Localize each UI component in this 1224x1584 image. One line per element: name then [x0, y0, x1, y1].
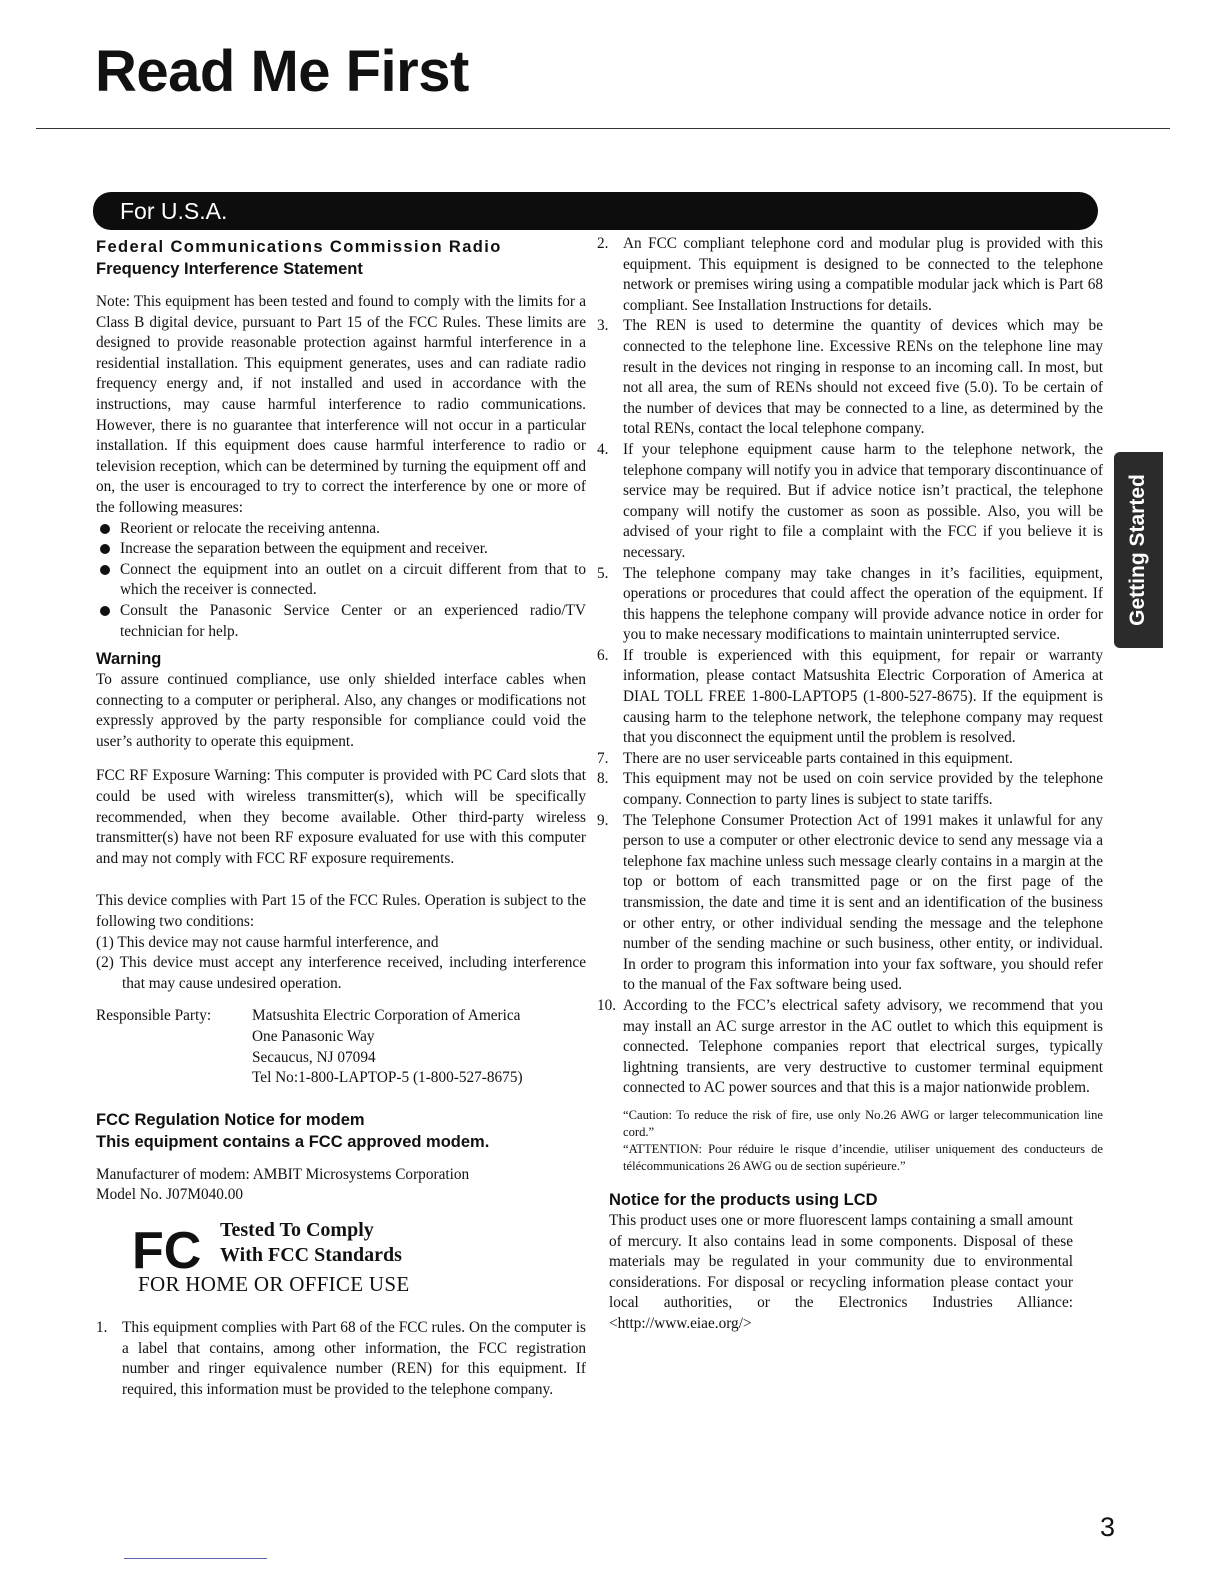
section-banner	[93, 192, 1098, 230]
list-item	[597, 646, 1103, 749]
left-column	[96, 234, 586, 1400]
list-item: Reorient or relocate the receiving antenna.	[96, 519, 586, 540]
list-item-text: The REN is used to determine the quantity of devices which may be connected to the telephone line. Excessive RENs on the telephone line may result in the devices not ringing in response to an incoming call. In most, but not all area, the sum of RENs should not exceed five (5.0). To be certain of the number of devices that may be connected to a line, as determined by the total RENs, contact the local telephone company.	[623, 317, 1103, 438]
frf-heading-line-1: Federal Communications Commission Radio	[96, 238, 502, 256]
fcc-note-paragraph: Note: This equipment has been tested and found to comply with the limits for a Class B digital device, pursuant to Part 15 of the FCC Rules. These limits are designed to provide reasonable protection against harmful interference in a residential installation. This equipment generates, uses and can radiate radio frequency energy and, if not installed and used in accordance with the instructions, may cause harmful interference to radio communications. However, there is no guarantee that interference will not occur in a particular installation. If this equipment does cause harmful interference to radio or television reception, which can be determined by turning the equipment off and on, the user is encouraged to try to correct the interference by one or more of the following measures:	[96, 293, 586, 516]
condition-2: (2) This device must accept any interference received, including interference that may cause undesired operation.	[96, 954, 586, 992]
list-item	[597, 769, 1103, 810]
list-item-number: 5.	[597, 564, 609, 582]
title-divider	[36, 128, 1170, 129]
list-item-text: The Telephone Consumer Protection Act of 1991 makes it unlawful for any person to use a computer or other electronic device to send any message via a telephone fax machine unless such message clearly contains in a margin at the top or bottom of each transmitted page or on the first page of the transmission, the date and time it is sent and an identification of the business or other entry, or other individual sending the message and the telephone number of the sending machine or such business, other entity, or individual. In order to program this information into your fax software, you should refer to the manual of the Fax software being used.	[623, 811, 1103, 994]
lcd-paragraph: This product uses one or more fluorescent lamps containing a small amount of mercury. It also contains lead in some components. Disposal of these materials may be regulated in your community due to environmental considerations. For disposal or recycling information please contact your local authorities, or the Electronics Industries Alliance: <http://www.eiae.org/>	[609, 1211, 1073, 1332]
fcc-compliance-mark	[96, 1218, 586, 1310]
list-item-number: 4.	[597, 440, 609, 458]
lcd-heading: Notice for the products using LCD	[609, 1190, 878, 1209]
fcc-tested-line-3: FOR HOME OR OFFICE USE	[138, 1271, 410, 1296]
caution-notes	[597, 1107, 1103, 1175]
list-item	[597, 811, 1103, 996]
modem-rules-list-start	[96, 1318, 586, 1400]
list-item-text: The telephone company may take changes in it’s facilities, equipment, operations or procedures that could affect the operation of the equipment. If this happens the telephone company will provide advance notice in order for you to make necessary modifications to maintain uninterrupted service.	[623, 564, 1103, 644]
list-item-text: This equipment may not be used on coin service provided by the telephone company. Connection to party lines is subject to state tariffs.	[623, 770, 1103, 809]
fcc-logo-icon	[132, 1222, 212, 1276]
side-tab-label: Getting Started	[1126, 474, 1149, 626]
responsible-party-label: Responsible Party:	[96, 1007, 212, 1025]
address-line: Matsushita Electric Corporation of America	[252, 1007, 521, 1025]
interference-measures-list	[96, 519, 586, 643]
fcc-tested-line-1: Tested To Comply	[220, 1218, 374, 1241]
rf-exposure-paragraph: FCC RF Exposure Warning: This computer is provided with PC Card slots that could be used with wireless transmitter(s), which will be specifically recommended, when they become available. Other third-party wireless transmitter(s) have not been RF exposure evaluated for use with this computer and may not comply with FCC RF exposure requirements.	[96, 767, 586, 867]
responsible-party-address	[252, 1006, 586, 1088]
list-item	[597, 749, 1103, 770]
list-item-number: 6.	[597, 646, 609, 664]
address-line: Secaucus, NJ 07094	[252, 1048, 376, 1066]
modem-heading-line-1: FCC Regulation Notice for modem	[96, 1110, 365, 1129]
page-title: Read Me First	[95, 39, 469, 104]
list-item-text: There are no user serviceable parts contained in this equipment.	[623, 749, 1013, 767]
list-item-text: According to the FCC’s electrical safety advisory, we recommend that you may install an AC surge arrestor in the AC outlet to which this equipment is connected. Telephone companies report that electrical surges, typically lightning transients, are very destructive to customer terminal equipment connected to AC power sources and that this is a major nationwide problem.	[623, 996, 1103, 1097]
frf-heading-line-2: Frequency Interference Statement	[96, 260, 363, 278]
warning-paragraph: To assure continued compliance, use only shielded interface cables when connecting to a computer or peripheral. Also, any changes or modifications not expressly approved by the party responsible for compliance could void the user’s authority to operate this equipment.	[96, 671, 586, 750]
list-item	[597, 996, 1103, 1099]
right-column	[597, 234, 1103, 1335]
condition-1: (1) This device may not cause harmful interference, and	[96, 933, 439, 951]
list-item-text: This equipment complies with Part 68 of the FCC rules. On the computer is a label that contains, among other information, the FCC registration number and ringer equivalence number (REN) for this equipment. If required, this information must be provided to the telephone company.	[122, 1318, 586, 1398]
footer-divider	[124, 1558, 267, 1559]
list-item: Consult the Panasonic Service Center or an experienced radio/TV technician for help.	[96, 601, 586, 642]
list-item-number: 8.	[597, 770, 609, 788]
responsible-party	[96, 1006, 586, 1088]
modem-model: Model No. J07M040.00	[96, 1186, 244, 1204]
list-item	[597, 564, 1103, 646]
section-banner-label: For U.S.A.	[120, 198, 228, 224]
modem-manufacturer: Manufacturer of modem: AMBIT Microsystems Corporation	[96, 1165, 470, 1183]
warning-heading: Warning	[96, 650, 162, 669]
side-tab-getting-started[interactable]	[1114, 452, 1163, 648]
list-item-text: If trouble is experienced with this equipment, for repair or warranty information, please contact Matsushita Electric Corporation of America at DIAL TOLL FREE 1-800-LAPTOP5 (1-800-527-8675). If the equipment is causing harm to the telephone network, the telephone company may request that you disconnect the equipment until the problem is resolved.	[623, 646, 1103, 747]
list-item	[597, 440, 1103, 564]
list-item-text: An FCC compliant telephone cord and modular plug is provided with this equipment. This equipment is designed to be connected to the telephone network or premises wiring using a compatible modular jack which is Part 68 compliant. See Installation Instructions for details.	[623, 235, 1103, 314]
list-item: Connect the equipment into an outlet on a circuit different from that to which the receiver is connected.	[96, 560, 586, 601]
address-line: Tel No:1-800-LAPTOP-5 (1-800-527-8675)	[252, 1069, 523, 1087]
list-item-number: 7.	[597, 749, 609, 767]
list-item: Increase the separation between the equipment and receiver.	[96, 539, 586, 560]
list-item-text: If your telephone equipment cause harm to the telephone network, the telephone company will notify you in advice that temporary discontinuance of service may be required. But if advice notice isn’t practical, the telephone company will notify the customer as soon as possible. Also, you will be advised of your right to file a complaint with the FCC if you believe it is necessary.	[623, 440, 1103, 561]
list-item-number: 10.	[597, 996, 617, 1014]
part15-paragraph: This device complies with Part 15 of the FCC Rules. Operation is subject to the following two conditions:	[96, 892, 586, 931]
svg-text:FC: FC	[132, 1221, 202, 1276]
caution-english: “Caution: To reduce the risk of fire, use only No.26 AWG or larger telecommunication line cord.”	[623, 1107, 1103, 1139]
list-item-number: 3.	[597, 317, 609, 335]
page-number: 3	[1100, 1512, 1116, 1542]
list-item	[597, 234, 1103, 316]
list-item-number: 9.	[597, 811, 609, 829]
address-line: One Panasonic Way	[252, 1028, 375, 1045]
caution-french: “ATTENTION: Pour réduire le risque d’incendie, utiliser uniquement des conducteurs de télécommunications 26 AWG ou de section supérieure.”	[623, 1141, 1103, 1173]
list-item-number: 2.	[597, 235, 609, 252]
modem-heading-line-2: This equipment contains a FCC approved modem.	[96, 1132, 490, 1151]
fcc-tested-line-2: With FCC Standards	[220, 1243, 402, 1266]
list-item	[597, 316, 1103, 440]
modem-rules-list	[597, 234, 1103, 1099]
list-item	[96, 1318, 586, 1400]
list-item-number: 1.	[96, 1318, 108, 1336]
